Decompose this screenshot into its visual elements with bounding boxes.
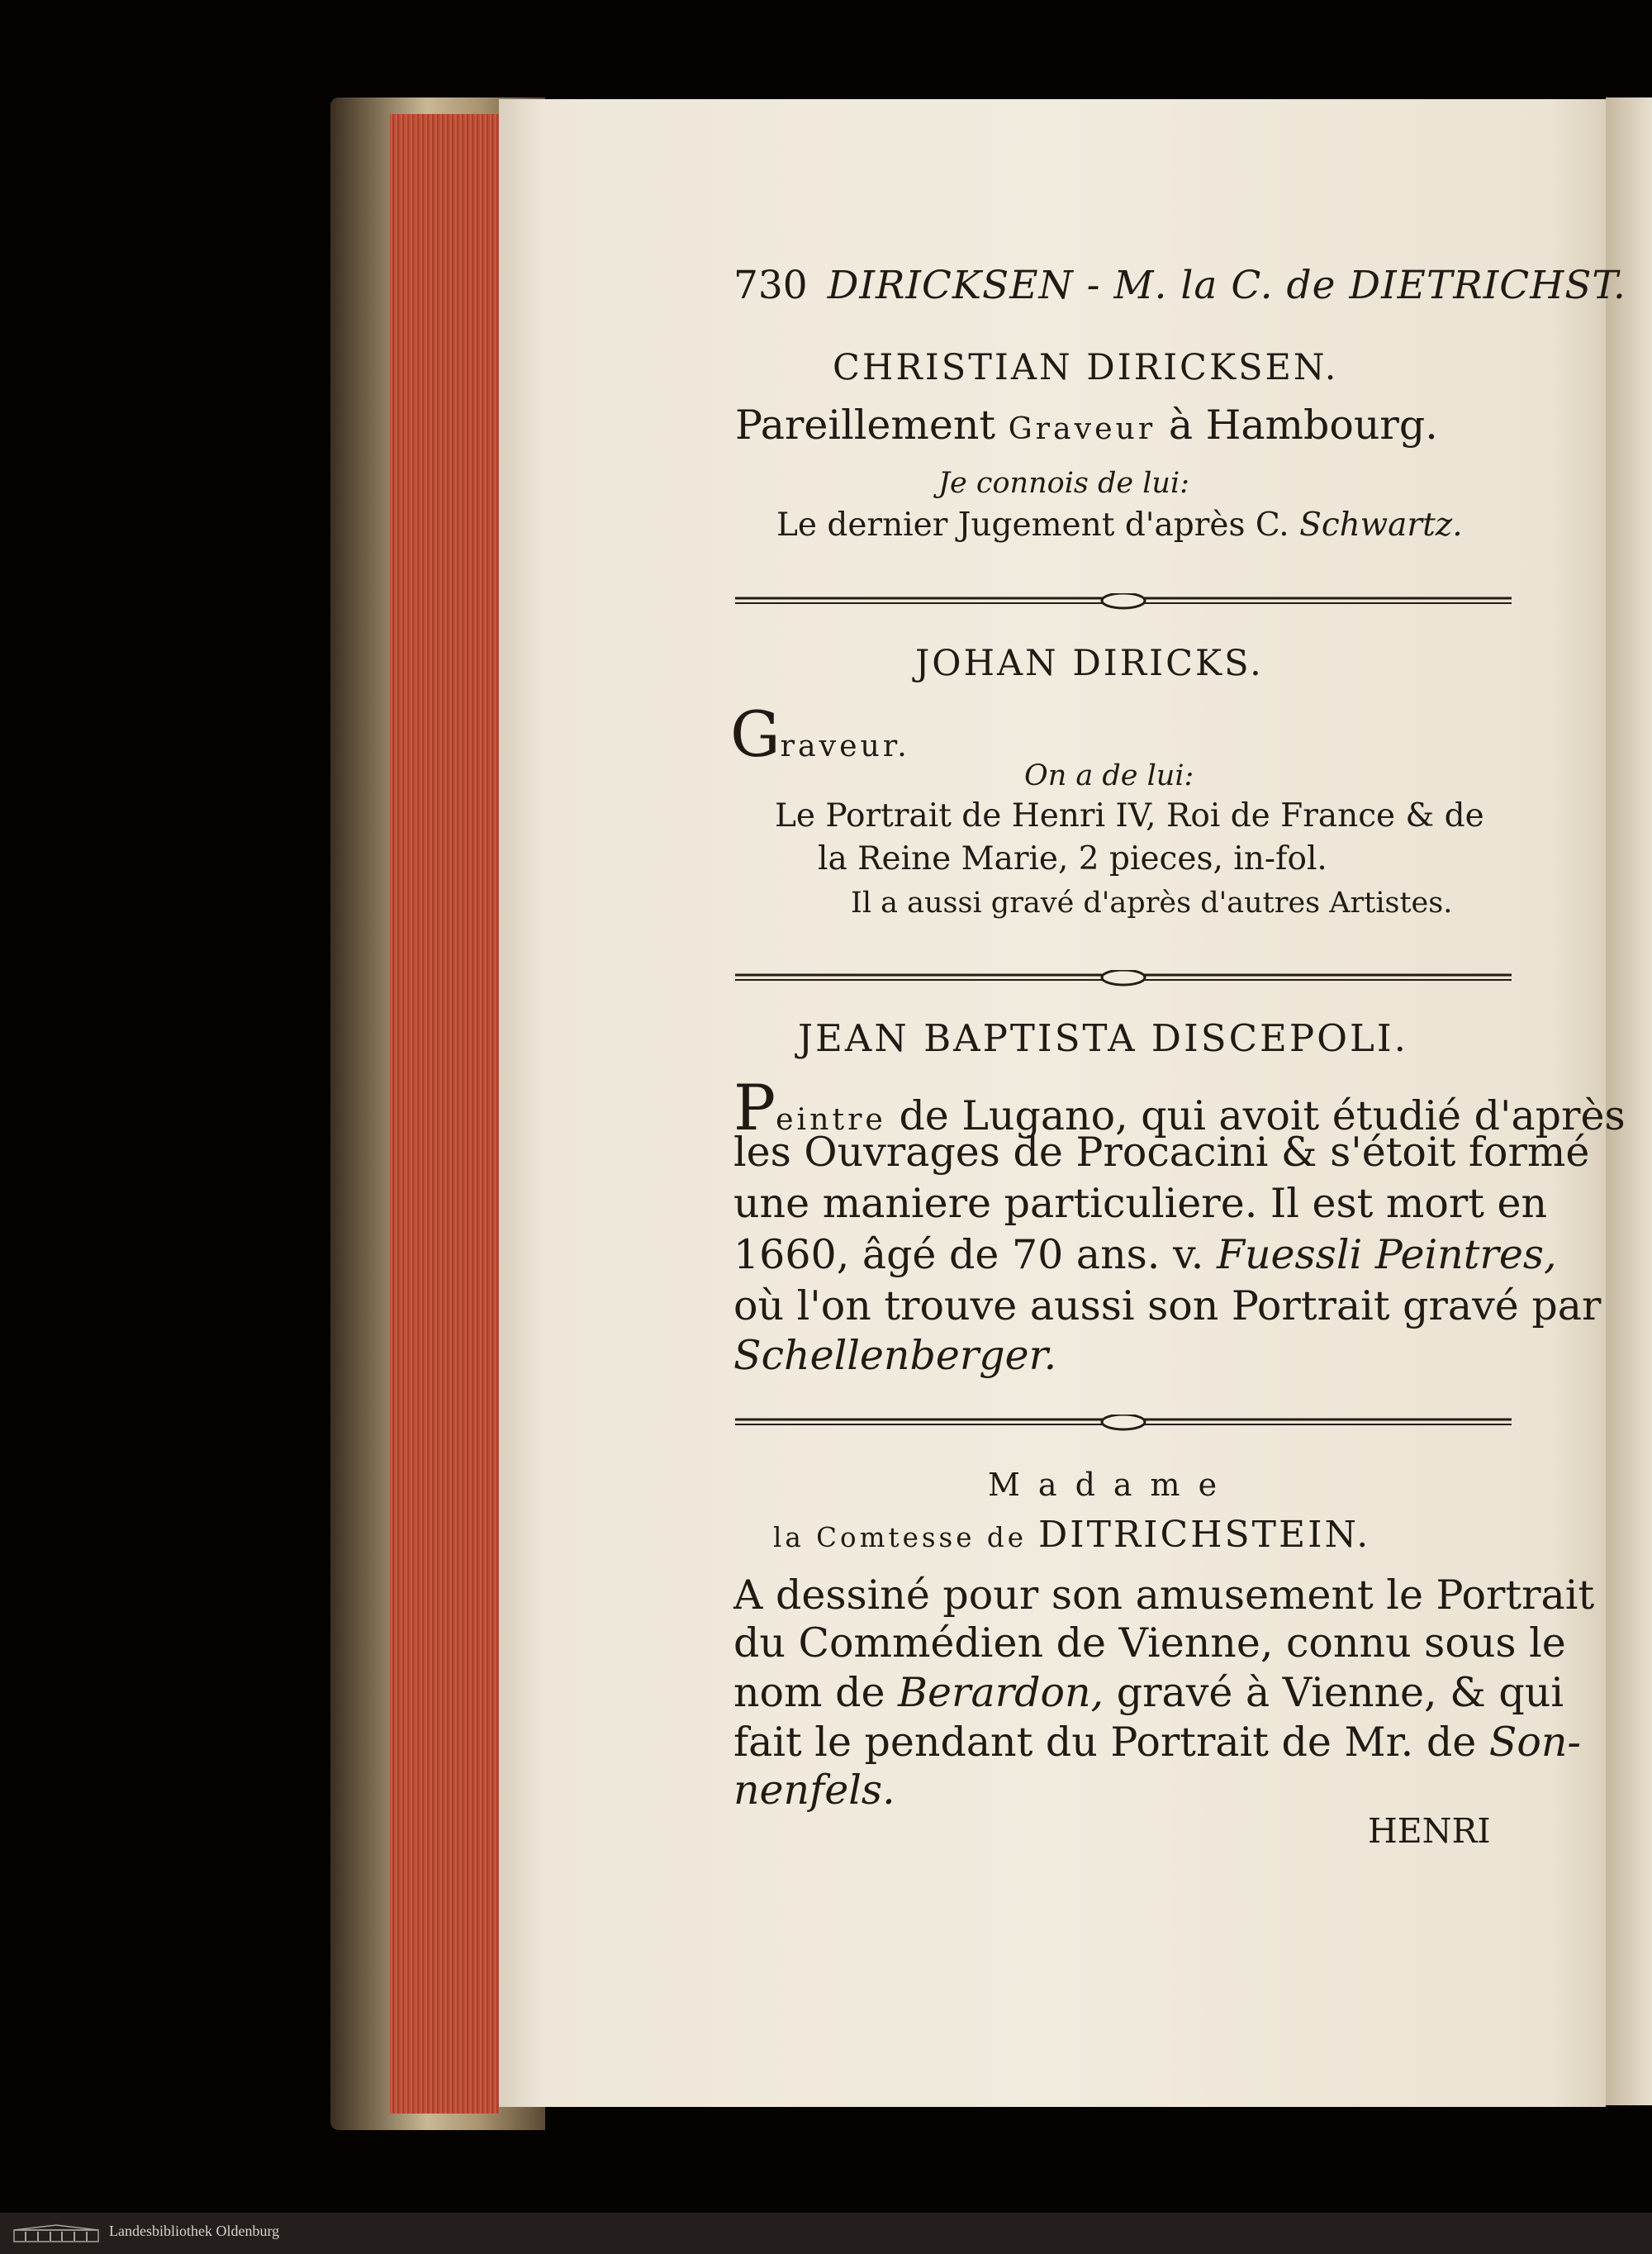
works-intro: On a de lui: [1024, 759, 1194, 792]
entry-heading: JEAN BAPTISTA DISCEPOLI. [798, 1016, 1408, 1060]
body-line: 1660, âgé de 70 ans. v. Fuessli Peintres, [733, 1231, 1557, 1278]
body-line: du Commédien de Vienne, connu sous le [733, 1619, 1566, 1667]
work-note: Il a aussi gravé d'après d'autres Artistes. [851, 887, 1453, 920]
ornamental-rule [735, 593, 1512, 610]
work-item: Le dernier Jugement d'après C. Schwartz. [776, 506, 1463, 544]
ornamental-rule [735, 970, 1512, 987]
library-logo-icon [13, 2224, 99, 2242]
footer-bar [0, 2213, 1652, 2254]
page-edges [390, 114, 499, 2114]
body-line: Peintre de Lugano, qui avoit étudié d'après [733, 1072, 1626, 1144]
entry-heading: JOHAN DIRICKS. [915, 643, 1264, 684]
library-name: Landesbibliothek Oldenburg [109, 2223, 280, 2239]
body-line: Schellenberger. [733, 1332, 1057, 1379]
entry-description: Pareillement Graveur à Hambourg. [735, 402, 1438, 449]
running-head [733, 263, 1626, 308]
body-line: nom de Berardon, gravé à Vienne, & qui [733, 1669, 1564, 1716]
body-line: nenfels. [733, 1767, 895, 1814]
body-line: A dessiné pour son amusement le Portrait [733, 1572, 1595, 1619]
works-intro: Je connois de lui: [938, 467, 1189, 500]
body-line: les Ouvrages de Procacini & s'étoit formé [733, 1129, 1590, 1176]
body-line: fait le pendant du Portrait de Mr. de Son- [733, 1719, 1581, 1766]
catchword: HENRI [1368, 1811, 1491, 1851]
work-item: la Reine Marie, 2 pieces, in-fol. [818, 840, 1327, 877]
entry-heading-title: Madame [988, 1467, 1236, 1503]
entry-description: Graveur. [730, 698, 910, 771]
entry-heading: la Comtesse de DITRICHSTEIN. [773, 1514, 1371, 1556]
work-item: Le Portrait de Henri IV, Roi de France & de [775, 797, 1484, 835]
body-line: une maniere particuliere. Il est mort en [733, 1180, 1548, 1227]
page-number: 730 [733, 263, 808, 308]
ornamental-rule [735, 1415, 1512, 1431]
running-title: DIRICKSEN - M. la C. de DIETRICHST. [827, 263, 1626, 308]
entry-heading: CHRISTIAN DIRICKSEN. [833, 347, 1339, 388]
body-line: où l'on trouve aussi son Portrait gravé par [733, 1282, 1602, 1329]
